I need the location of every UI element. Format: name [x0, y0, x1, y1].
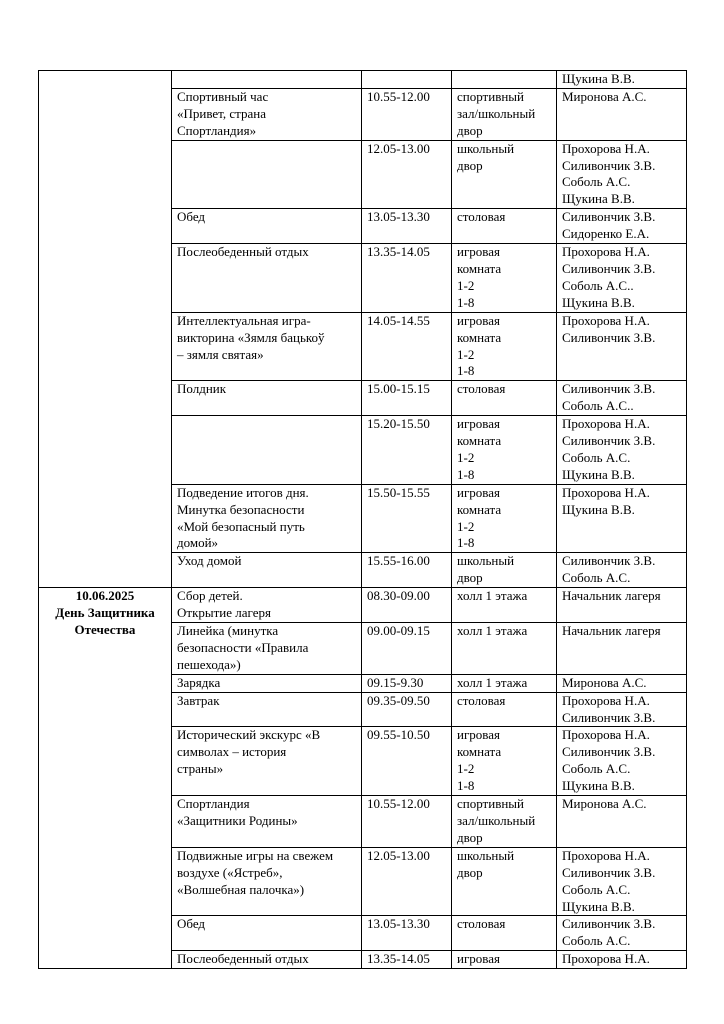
- event-cell: Спортландия «Защитники Родины»: [172, 796, 362, 848]
- staff-cell: Прохорова Н.А. Щукина В.В.: [557, 484, 687, 553]
- schedule-row: [39, 71, 687, 89]
- event-cell: [172, 140, 362, 209]
- time-cell: 09.35-09.50: [362, 692, 452, 727]
- staff-cell: Прохорова Н.А. Силивончик З.В.: [557, 312, 687, 381]
- time-cell: 13.05-13.30: [362, 916, 452, 951]
- place-cell: холл 1 этажа: [452, 588, 557, 623]
- event-cell: Послеобеденный отдых: [172, 951, 362, 969]
- time-cell: 13.35-14.05: [362, 244, 452, 313]
- place-cell: холл 1 этажа: [452, 623, 557, 675]
- place-cell: игровая комната 1-2 1-8: [452, 484, 557, 553]
- event-cell: Спортивный час «Привет, страна Спортландия»: [172, 88, 362, 140]
- schedule-table: [38, 70, 687, 969]
- time-cell: 08.30-09.00: [362, 588, 452, 623]
- time-cell: 15.55-16.00: [362, 553, 452, 588]
- staff-cell: Прохорова Н.А. Силивончик З.В. Соболь А.С. Щукина В.В.: [557, 416, 687, 485]
- place-cell: спортивный зал/школьный двор: [452, 88, 557, 140]
- event-cell: Подвижные игры на свежем воздухе («Ястреб», «Волшебная палочка»): [172, 847, 362, 916]
- staff-cell: Силивончик З.В. Сидоренко Е.А.: [557, 209, 687, 244]
- place-cell: школьный двор: [452, 140, 557, 209]
- staff-cell: Миронова А.С.: [557, 796, 687, 848]
- staff-cell: Прохорова Н.А. Силивончик З.В. Соболь А.С. Щукина В.В.: [557, 140, 687, 209]
- time-cell: 10.55-12.00: [362, 796, 452, 848]
- event-cell: Полдник: [172, 381, 362, 416]
- place-cell: столовая: [452, 916, 557, 951]
- place-cell: игровая комната 1-2 1-8: [452, 727, 557, 796]
- time-cell: 09.15-9.30: [362, 674, 452, 692]
- day-title: День Защитника Отечества: [55, 605, 155, 637]
- place-cell: холл 1 этажа: [452, 674, 557, 692]
- time-cell: 13.35-14.05: [362, 951, 452, 969]
- event-cell: Сбор детей. Открытие лагеря: [172, 588, 362, 623]
- event-cell: Исторический экскурс «В символах – история страны»: [172, 727, 362, 796]
- staff-cell: Силивончик З.В. Соболь А.С.: [557, 553, 687, 588]
- place-cell: школьный двор: [452, 847, 557, 916]
- place-cell: игровая: [452, 951, 557, 969]
- place-cell: столовая: [452, 692, 557, 727]
- event-cell: Подведение итогов дня. Минутка безопасности «Мой безопасный путь домой»: [172, 484, 362, 553]
- time-cell: 09.00-09.15: [362, 623, 452, 675]
- day-date: 10.06.2025: [75, 588, 135, 604]
- staff-cell: Прохорова Н.А. Силивончик З.В. Соболь А.С. Щукина В.В.: [557, 727, 687, 796]
- place-cell: школьный двор: [452, 553, 557, 588]
- event-cell: Интеллектуальная игра- викторина «Зямля бацькоў – зямля святая»: [172, 312, 362, 381]
- time-cell: 12.05-13.00: [362, 847, 452, 916]
- staff-cell: Миронова А.С.: [557, 88, 687, 140]
- staff-cell: Силивончик З.В. Соболь А.С.: [557, 916, 687, 951]
- staff-cell: Прохорова Н.А. Силивончик З.В. Соболь А.С. Щукина В.В.: [557, 847, 687, 916]
- staff-cell: Прохорова Н.А.: [557, 951, 687, 969]
- time-cell: 12.05-13.00: [362, 140, 452, 209]
- event-cell: [172, 416, 362, 485]
- time-cell: 15.50-15.55: [362, 484, 452, 553]
- staff-cell: Щукина В.В.: [557, 71, 687, 89]
- place-cell: спортивный зал/школьный двор: [452, 796, 557, 848]
- staff-cell: Начальник лагеря: [557, 588, 687, 623]
- event-cell: Обед: [172, 209, 362, 244]
- place-cell: игровая комната 1-2 1-8: [452, 312, 557, 381]
- staff-cell: Силивончик З.В. Соболь А.С..: [557, 381, 687, 416]
- event-cell: Линейка (минутка безопасности «Правила пешехода»): [172, 623, 362, 675]
- time-cell: 15.00-15.15: [362, 381, 452, 416]
- time-cell: [362, 71, 452, 89]
- staff-cell: Миронова А.С.: [557, 674, 687, 692]
- staff-cell: Начальник лагеря: [557, 623, 687, 675]
- event-cell: Обед: [172, 916, 362, 951]
- time-cell: 09.55-10.50: [362, 727, 452, 796]
- time-cell: 13.05-13.30: [362, 209, 452, 244]
- event-cell: [172, 71, 362, 89]
- place-cell: [452, 71, 557, 89]
- staff-cell: Прохорова Н.А. Силивончик З.В.: [557, 692, 687, 727]
- day-cell: [39, 588, 172, 969]
- place-cell: игровая комната 1-2 1-8: [452, 244, 557, 313]
- event-cell: Завтрак: [172, 692, 362, 727]
- time-cell: 14.05-14.55: [362, 312, 452, 381]
- staff-cell: Прохорова Н.А. Силивончик З.В. Соболь А.С.. Щукина В.В.: [557, 244, 687, 313]
- place-cell: столовая: [452, 381, 557, 416]
- schedule-row: [39, 588, 687, 623]
- event-cell: Уход домой: [172, 553, 362, 588]
- day-cell: [39, 71, 172, 588]
- place-cell: столовая: [452, 209, 557, 244]
- event-cell: Зарядка: [172, 674, 362, 692]
- time-cell: 10.55-12.00: [362, 88, 452, 140]
- time-cell: 15.20-15.50: [362, 416, 452, 485]
- event-cell: Послеобеденный отдых: [172, 244, 362, 313]
- place-cell: игровая комната 1-2 1-8: [452, 416, 557, 485]
